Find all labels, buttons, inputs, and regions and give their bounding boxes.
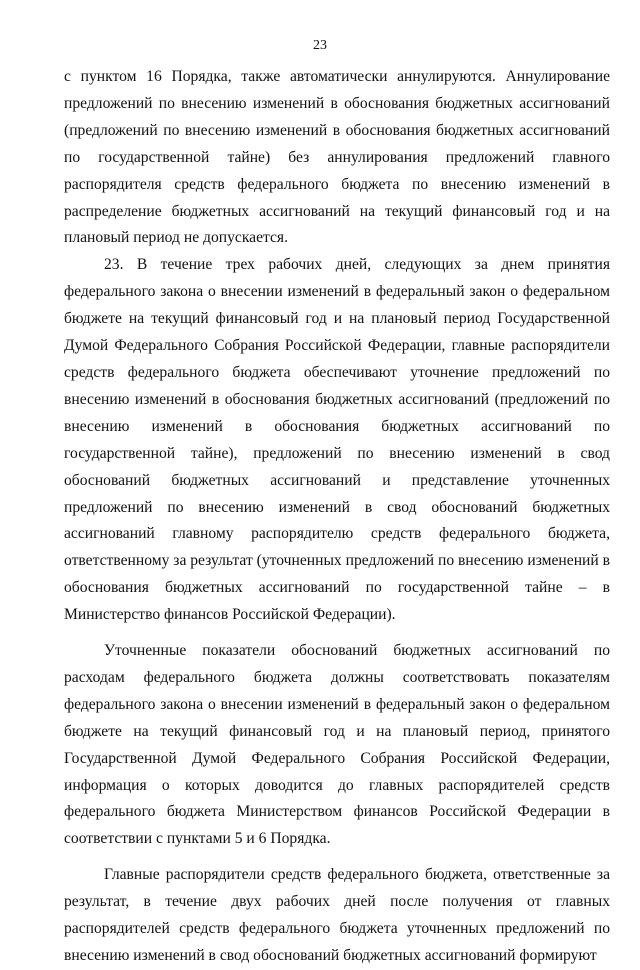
paragraph-continuation: с пунктом 16 Порядка, также автоматически аннулируются. Аннулирование предложений по внесению изменений в обоснования бюджетных ассигнований (предложений по внесению изменений в обоснования бюджетных ассигнований по государственной тайне) без аннулирования предложений главного распорядителя средств федерального бюджета по внесению изменений в распределение бюджетных ассигнований на текущий финансовый год и на плановый период не допускается.	[64, 68, 610, 247]
paragraph-item-23: 23. В течение трех рабочих дней, следующих за днем принятия федерального закона о внесении изменений в федеральный закон о федеральном бюджете на текущий финансовый год и на плановый период Государственной Думой Федерального Собрания Российской Федерации, главные распорядители средств федерального бюджета обеспечивают уточнение предложений по внесению изменений в обоснования бюджетных ассигнований (предложений по внесению изменений в обоснования бюджетных ассигнований по государственной тайне), предложений по внесению изменений в свод обоснований бюджетных ассигнований и представление уточненных предложений по внесению изменений в свод обоснований бюджетных ассигнований главному распорядителю средств федерального бюджета, ответственному за результат (уточненных предложений по внесению изменений в обоснования бюджетных ассигнований по государственной тайне – в Министерство финансов Российской Федерации).	[64, 256, 610, 624]
document-body	[64, 64, 610, 970]
page-number: 23	[313, 38, 327, 53]
paragraph-refined-indicators: Уточненные показатели обоснований бюджетных ассигнований по расходам федерального бюджета должны соответствовать показателям федерального закона о внесении изменений в федеральный закон о федеральном бюджете на текущий финансовый год и на плановый период, принятого Государственной Думой Федерального Собрания Российской Федерации, информация о которых доводится до главных распорядителей средств федерального бюджета Министерством финансов Российской Федерации в соответствии с пунктами 5 и 6 Порядка.	[64, 642, 610, 848]
paragraph-chief-managers: Главные распорядители средств федерального бюджета, ответственные за результат, в течение двух рабочих дней после получения от главных распорядителей средств федерального бюджета уточненных предложений по внесению изменений в свод обоснований бюджетных ассигнований формируют	[64, 866, 610, 964]
